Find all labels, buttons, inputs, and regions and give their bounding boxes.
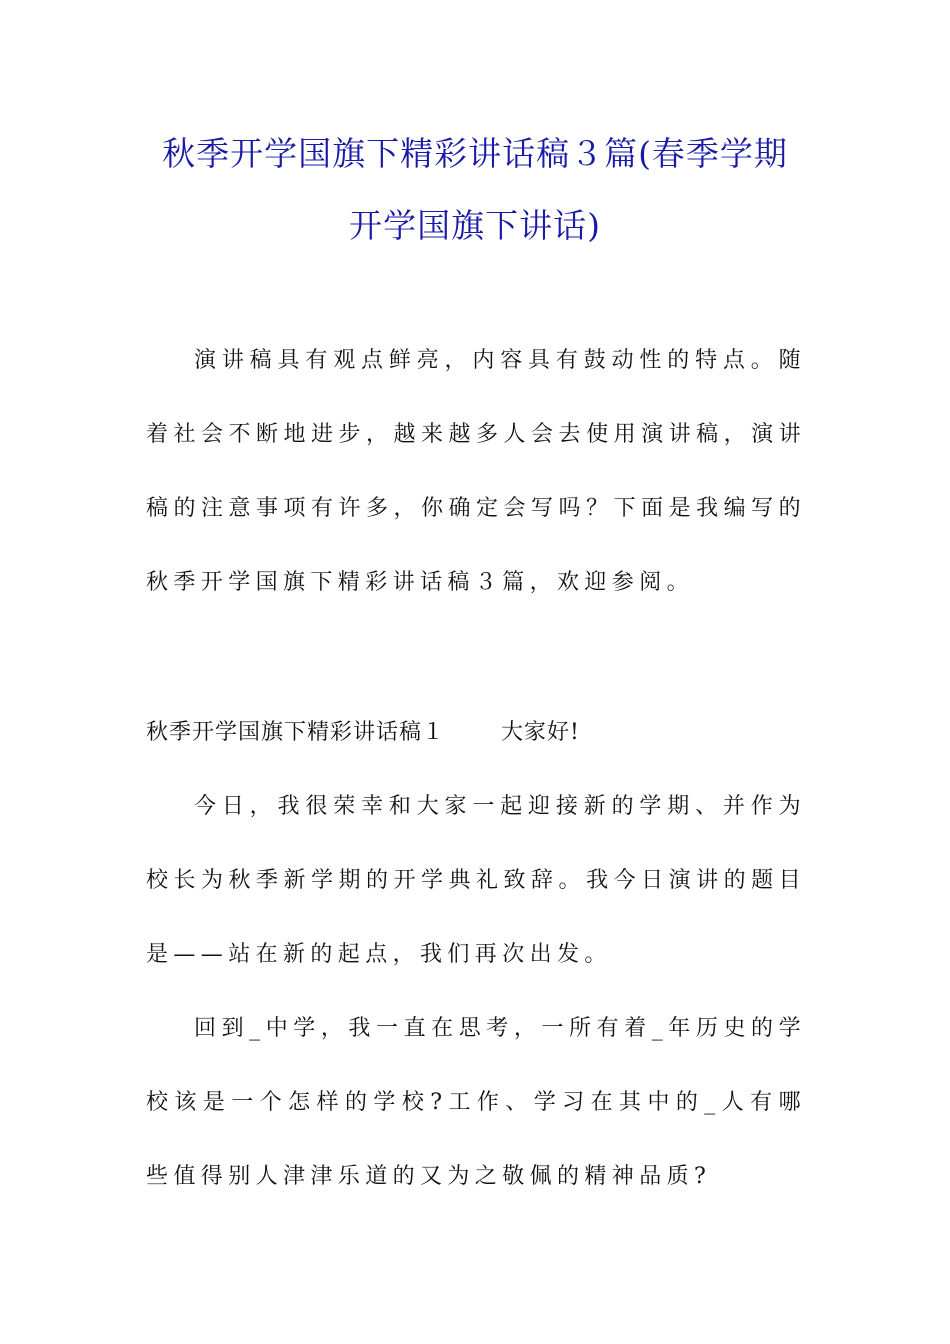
greeting: 大家好! xyxy=(501,720,580,745)
section-heading-line xyxy=(146,696,806,770)
section-heading: 秋季开学国旗下精彩讲话稿１ xyxy=(146,720,446,745)
body-paragraph-2: 回到_中学，我一直在思考，一所有着_年历史的学校该是一个怎样的学校?工作、学习在其中的_人有哪些值得别人津津乐道的又为之敬佩的精神品质? xyxy=(146,1016,806,1189)
title-line-2: 开学国旗下讲话) xyxy=(349,206,601,245)
body-paragraph-1: 今日，我很荣幸和大家一起迎接新的学期、并作为校长为秋季新学期的开学典礼致辞。我今日演讲的题目是——站在新的起点，我们再次出发。 xyxy=(146,794,806,967)
title-line-1: 秋季开学国旗下精彩讲话稿３篇(春季学期 xyxy=(162,134,788,173)
document-title xyxy=(120,118,830,262)
intro-paragraph: 演讲稿具有观点鲜亮，内容具有鼓动性的特点。随着社会不断地进步，越来越多人会去使用演讲稿，演讲稿的注意事项有许多，你确定会写吗？下面是我编写的秋季开学国旗下精彩讲话稿３篇，欢迎参阅。 xyxy=(146,348,806,595)
